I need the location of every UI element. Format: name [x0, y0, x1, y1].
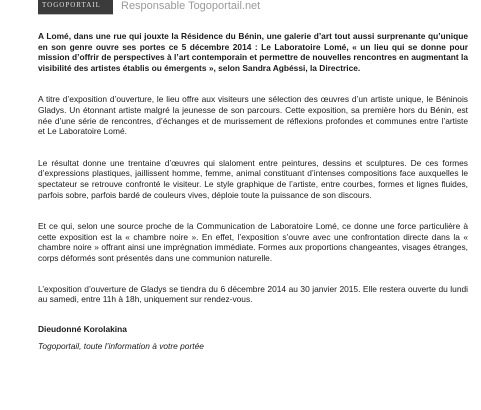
article-paragraph-4: Et ce qui, selon une source proche de la Communication de Laboratoire Lomé, ce donne une force particulière à cette exposition est la « chambre noire ». En effet, l’exposition s’ouvre avec une confrontation directe dans la « chambre noire » offrant ainsi une imprégnation immédiate. Formes aux proportions changeantes, visages étranges, corps déformés sont présentés dans une communion naturelle.	[38, 221, 468, 263]
author-name: Dieudonné Korolakina	[38, 323, 127, 334]
page-header	[0, 0, 481, 22]
site-logo	[38, 0, 113, 15]
site-logo-text: TOGOPORTAIL	[42, 1, 101, 9]
article-paragraph-3: Le résultat donne une trentaine d’œuvres qui slaloment entre peintures, dessins et sculptures. De ces formes d’expressions plastiques, jaillissent homme, femme, animal constituant d’intenses compositions face auxquelles le spectateur se retrouve confronté le visiteur. Le style graphique de l’artiste, entre courbes, formes et lignes fluides, parfois sobre, parfois bardé de couleurs vives, déploie toute la puissance de son discours.	[38, 157, 468, 200]
site-tagline: Togoportail, toute l’information à votre portée	[38, 341, 204, 352]
article-paragraph-5: L’exposition d’ouverture de Gladys se tiendra du 6 décembre 2014 au 30 janvier 2015. Elle restera ouverte du lundi au samedi, entre 11h à 18h, uniquement sur rendez-vous.	[38, 283, 468, 305]
article-lead: A Lomé, dans une rue qui jouxte la Résidence du Bénin, une galerie d’art tout aussi surprenante qu’unique en son genre ouvre ses portes ce 5 décembre 2014 : Le Laboratoire Lomé, « un lieu qui se donne pour mission d’offrir de perspectives à l’art contemporain et permettre de nouvelles rencontres en augmentant la visibilité des artistes établis ou émergents », selon Sandra Agbéssi, la Directrice.	[38, 31, 468, 73]
article-body	[38, 22, 468, 352]
article-paragraph-2: A titre d’exposition d’ouverture, le lieu offre aux visiteurs une sélection des œuvres d’un artiste unique, le Béninois Gladys. Un étonnant artiste malgré la jeunesse de son parcours. Cette exposition, sa première hors du Bénin, est née d’une série de rencontres, d’échanges et de murissement de réflexions profondes et communes entre l’artiste et Le Laboratoire Lomé.	[38, 94, 468, 137]
header-subtitle: Responsable Togoportail.net	[121, 0, 261, 12]
